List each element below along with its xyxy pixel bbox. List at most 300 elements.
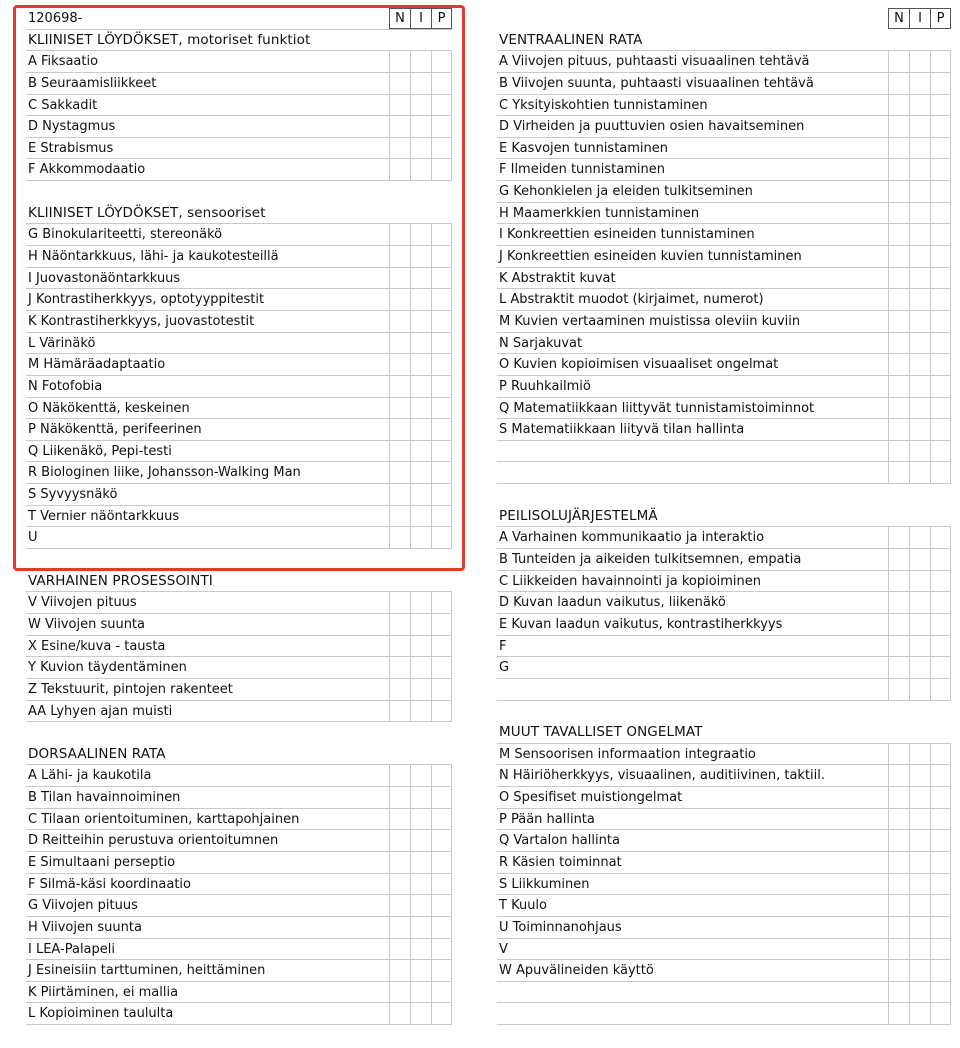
checkbox-cell-i[interactable] xyxy=(410,51,431,72)
checkbox-cell-p[interactable] xyxy=(930,138,951,159)
checkbox-cell-n[interactable] xyxy=(389,809,410,830)
checkbox-cell-i[interactable] xyxy=(410,852,431,873)
checkbox-cell-i[interactable] xyxy=(410,333,431,354)
checkbox-cell-n[interactable] xyxy=(888,289,909,310)
checkbox-cell-p[interactable] xyxy=(431,462,452,483)
section-title: PEILISOLUJÄRJESTELMÄ xyxy=(499,507,658,524)
checkbox-cell-n[interactable] xyxy=(888,982,909,1003)
checkbox-cell-n[interactable] xyxy=(389,419,410,440)
checkbox-cell-n[interactable] xyxy=(888,679,909,700)
left-column xyxy=(26,8,452,1025)
checkbox-cell-n[interactable] xyxy=(888,852,909,873)
checkbox-cell-n[interactable] xyxy=(389,51,410,72)
checkbox-cell-i[interactable] xyxy=(410,398,431,419)
checkbox-cell-p[interactable] xyxy=(431,679,452,700)
checkbox-cell-n[interactable] xyxy=(888,116,909,137)
checkbox-cell-n[interactable] xyxy=(888,614,909,635)
checkbox-cell-n[interactable] xyxy=(888,398,909,419)
checkbox-cell-n[interactable] xyxy=(888,917,909,938)
checkbox-cell-p[interactable] xyxy=(930,614,951,635)
checkbox-cell-n[interactable] xyxy=(888,419,909,440)
checkbox-cell-i[interactable] xyxy=(410,917,431,938)
checklist-row xyxy=(497,419,951,441)
checkbox-cell-i[interactable] xyxy=(909,51,930,72)
checkbox-cell-p[interactable] xyxy=(930,765,951,786)
checkbox-cell-n[interactable] xyxy=(888,744,909,765)
checklist-row xyxy=(26,311,452,333)
checkbox-cell-n[interactable] xyxy=(389,874,410,895)
checkbox-cell-p[interactable] xyxy=(431,419,452,440)
row-label: P Näkökenttä, perifeerinen xyxy=(28,422,202,438)
checkbox-cell-i[interactable] xyxy=(909,895,930,916)
checkbox-cell-n[interactable] xyxy=(888,960,909,981)
checkbox-cell-n[interactable] xyxy=(888,830,909,851)
checkbox-cell-p[interactable] xyxy=(930,376,951,397)
checklist-row xyxy=(26,830,452,852)
checkbox-cell-p[interactable] xyxy=(431,787,452,808)
checkbox-cell-p[interactable] xyxy=(431,765,452,786)
row-label: L Abstraktit muodot (kirjaimet, numerot) xyxy=(499,292,764,308)
checkbox-cell-n[interactable] xyxy=(888,159,909,180)
checkbox-cell-p[interactable] xyxy=(930,960,951,981)
checkbox-cell-n[interactable] xyxy=(888,765,909,786)
checkbox-cell-p[interactable] xyxy=(930,95,951,116)
checkbox-cell-n[interactable] xyxy=(389,765,410,786)
checkbox-cell-n[interactable] xyxy=(888,246,909,267)
checkbox-cell-n[interactable] xyxy=(888,657,909,678)
checkbox-cell-i[interactable] xyxy=(909,289,930,310)
checkbox-cell-n[interactable] xyxy=(389,159,410,180)
checkbox-cell-i[interactable] xyxy=(909,636,930,657)
checkbox-cell-n[interactable] xyxy=(389,376,410,397)
row-label: E Strabismus xyxy=(28,140,114,156)
checkbox-cell-p[interactable] xyxy=(930,116,951,137)
checkbox-cell-n[interactable] xyxy=(389,224,410,245)
row-label: C Tilaan orientoituminen, karttapohjainen xyxy=(28,811,300,827)
row-label: D Virheiden ja puuttuvien osien havaitseminen xyxy=(499,119,805,135)
checklist-row xyxy=(497,181,951,203)
checkbox-cell-p[interactable] xyxy=(930,830,951,851)
checkbox-cell-i[interactable] xyxy=(909,527,930,548)
right-checklist xyxy=(497,30,951,1025)
checklist-row xyxy=(26,95,452,117)
checkbox-cell-n[interactable] xyxy=(389,701,410,722)
checkbox-cell-i[interactable] xyxy=(909,311,930,332)
row-label: E Simultaani perseptio xyxy=(28,854,176,870)
checkbox-cell-i[interactable] xyxy=(909,939,930,960)
checkbox-cell-n[interactable] xyxy=(389,657,410,678)
checkbox-cell-i[interactable] xyxy=(909,462,930,483)
checklist-row xyxy=(497,636,951,658)
checklist-row xyxy=(497,592,951,614)
checklist-row xyxy=(26,224,452,246)
checkbox-cell-n[interactable] xyxy=(389,592,410,613)
checkbox-cell-p[interactable] xyxy=(930,852,951,873)
checkbox-cell-n[interactable] xyxy=(389,354,410,375)
checkbox-cell-i[interactable] xyxy=(410,592,431,613)
checkbox-cell-p[interactable] xyxy=(930,398,951,419)
checkbox-cell-p[interactable] xyxy=(930,441,951,462)
checkbox-cell-p[interactable] xyxy=(431,441,452,462)
checkbox-cell-p[interactable] xyxy=(930,159,951,180)
checkbox-cell-n[interactable] xyxy=(389,268,410,289)
checkbox-cell-n[interactable] xyxy=(389,441,410,462)
checklist-row xyxy=(26,376,452,398)
section-heading xyxy=(26,744,452,766)
row-label: G Viivojen pituus xyxy=(28,898,138,914)
checkbox-cell-i[interactable] xyxy=(410,506,431,527)
checkbox-cell-i[interactable] xyxy=(410,701,431,722)
checkbox-cell-i[interactable] xyxy=(909,1003,930,1024)
checkbox-cell-i[interactable] xyxy=(909,614,930,635)
checkbox-cell-i[interactable] xyxy=(909,809,930,830)
checkbox-cell-p[interactable] xyxy=(930,311,951,332)
checkbox-cell-p[interactable] xyxy=(431,376,452,397)
checkbox-cell-i[interactable] xyxy=(410,874,431,895)
checkbox-cell-i[interactable] xyxy=(909,138,930,159)
checkbox-cell-p[interactable] xyxy=(431,333,452,354)
checkbox-cell-i[interactable] xyxy=(410,354,431,375)
checkbox-cell-n[interactable] xyxy=(389,636,410,657)
checkbox-cell-i[interactable] xyxy=(410,138,431,159)
checkbox-cell-p[interactable] xyxy=(930,354,951,375)
checkbox-cell-p[interactable] xyxy=(431,95,452,116)
checkbox-cell-n[interactable] xyxy=(888,333,909,354)
checkbox-cell-p[interactable] xyxy=(431,268,452,289)
checkbox-cell-n[interactable] xyxy=(389,895,410,916)
checkbox-cell-i[interactable] xyxy=(909,549,930,570)
checkbox-cell-p[interactable] xyxy=(930,809,951,830)
checkbox-cell-n[interactable] xyxy=(389,982,410,1003)
checkbox-cell-p[interactable] xyxy=(431,159,452,180)
checkbox-cell-i[interactable] xyxy=(909,982,930,1003)
checklist-row xyxy=(26,159,452,181)
row-label: C Liikkeiden havainnointi ja kopioiminen xyxy=(499,573,762,589)
checklist-row xyxy=(26,138,452,160)
checkbox-cell-n[interactable] xyxy=(888,311,909,332)
checkbox-cell-p[interactable] xyxy=(930,679,951,700)
checkbox-cell-n[interactable] xyxy=(389,95,410,116)
checkbox-cell-i[interactable] xyxy=(909,95,930,116)
checkbox-cell-n[interactable] xyxy=(389,527,410,548)
checkbox-cell-n[interactable] xyxy=(888,592,909,613)
checkbox-cell-p[interactable] xyxy=(930,73,951,94)
checkbox-cell-i[interactable] xyxy=(909,73,930,94)
checkbox-cell-i[interactable] xyxy=(909,246,930,267)
checkbox-cell-n[interactable] xyxy=(888,787,909,808)
row-label: U Toiminnanohjaus xyxy=(499,919,622,935)
checkbox-cell-n[interactable] xyxy=(389,787,410,808)
checkbox-cell-n[interactable] xyxy=(389,333,410,354)
checkbox-cell-n[interactable] xyxy=(389,73,410,94)
checkbox-cell-n[interactable] xyxy=(389,1003,410,1024)
checkbox-cell-p[interactable] xyxy=(431,73,452,94)
checkbox-cell-n[interactable] xyxy=(389,917,410,938)
checkbox-cell-i[interactable] xyxy=(909,571,930,592)
checkbox-cell-i[interactable] xyxy=(909,960,930,981)
checkbox-cell-n[interactable] xyxy=(888,441,909,462)
checkbox-cell-n[interactable] xyxy=(888,527,909,548)
row-label: I Juovastonäöntarkkuus xyxy=(28,270,181,286)
checklist-row xyxy=(497,289,951,311)
checkbox-cell-i[interactable] xyxy=(909,203,930,224)
row-label: A Varhainen kommunikaatio ja interaktio xyxy=(499,530,765,546)
checkbox-cell-i[interactable] xyxy=(909,441,930,462)
checkbox-cell-p[interactable] xyxy=(930,744,951,765)
checkbox-cell-i[interactable] xyxy=(909,354,930,375)
checkbox-cell-p[interactable] xyxy=(930,419,951,440)
checklist-row xyxy=(26,679,452,701)
checkbox-cell-n[interactable] xyxy=(888,809,909,830)
checkbox-cell-i[interactable] xyxy=(410,462,431,483)
checkbox-cell-i[interactable] xyxy=(410,636,431,657)
checkbox-cell-p[interactable] xyxy=(930,982,951,1003)
checklist-row xyxy=(497,787,951,809)
checkbox-cell-p[interactable] xyxy=(930,203,951,224)
checkbox-cell-n[interactable] xyxy=(389,506,410,527)
checkbox-cell-i[interactable] xyxy=(410,895,431,916)
checkbox-cell-n[interactable] xyxy=(888,181,909,202)
checkbox-cell-i[interactable] xyxy=(410,830,431,851)
checkbox-cell-i[interactable] xyxy=(410,159,431,180)
checkbox-cell-i[interactable] xyxy=(410,441,431,462)
checklist-row xyxy=(497,138,951,160)
checkbox-cell-p[interactable] xyxy=(930,939,951,960)
checkbox-cell-p[interactable] xyxy=(431,354,452,375)
checkbox-cell-i[interactable] xyxy=(909,376,930,397)
checkbox-cell-n[interactable] xyxy=(888,895,909,916)
checkbox-cell-p[interactable] xyxy=(930,224,951,245)
checkbox-cell-n[interactable] xyxy=(888,268,909,289)
column-header-p: P xyxy=(930,8,951,29)
checkbox-cell-n[interactable] xyxy=(389,939,410,960)
checkbox-cell-i[interactable] xyxy=(909,917,930,938)
checkbox-cell-p[interactable] xyxy=(431,636,452,657)
checkbox-cell-i[interactable] xyxy=(410,527,431,548)
checkbox-cell-n[interactable] xyxy=(389,484,410,505)
checkbox-cell-i[interactable] xyxy=(909,116,930,137)
checkbox-cell-n[interactable] xyxy=(389,679,410,700)
checkbox-cell-n[interactable] xyxy=(389,960,410,981)
checkbox-cell-p[interactable] xyxy=(431,592,452,613)
checkbox-cell-i[interactable] xyxy=(909,679,930,700)
section-spacer xyxy=(26,181,452,203)
checkbox-cell-i[interactable] xyxy=(909,419,930,440)
checkbox-cell-p[interactable] xyxy=(431,939,452,960)
checkbox-cell-n[interactable] xyxy=(389,398,410,419)
checkbox-cell-i[interactable] xyxy=(909,398,930,419)
checkbox-cell-p[interactable] xyxy=(930,462,951,483)
checkbox-cell-p[interactable] xyxy=(930,657,951,678)
checkbox-cell-p[interactable] xyxy=(431,289,452,310)
checkbox-cell-i[interactable] xyxy=(909,830,930,851)
checkbox-cell-n[interactable] xyxy=(389,246,410,267)
checkbox-cell-p[interactable] xyxy=(930,592,951,613)
checkbox-cell-i[interactable] xyxy=(410,95,431,116)
checkbox-cell-i[interactable] xyxy=(909,181,930,202)
checkbox-cell-n[interactable] xyxy=(888,51,909,72)
checkbox-cell-p[interactable] xyxy=(930,181,951,202)
checklist-row xyxy=(497,73,951,95)
row-label: K Abstraktit kuvat xyxy=(499,270,616,286)
row-label: L Kopioiminen taululta xyxy=(28,1006,174,1022)
checkbox-cell-i[interactable] xyxy=(909,592,930,613)
checkbox-cell-i[interactable] xyxy=(909,787,930,808)
checkbox-cell-n[interactable] xyxy=(389,852,410,873)
checkbox-cell-p[interactable] xyxy=(431,830,452,851)
checkbox-cell-i[interactable] xyxy=(410,73,431,94)
checkbox-cell-i[interactable] xyxy=(410,787,431,808)
checkbox-cell-p[interactable] xyxy=(431,701,452,722)
checkbox-cell-p[interactable] xyxy=(431,484,452,505)
checkbox-cell-i[interactable] xyxy=(410,960,431,981)
checkbox-cell-i[interactable] xyxy=(410,484,431,505)
checkbox-cell-n[interactable] xyxy=(888,549,909,570)
checkbox-cell-n[interactable] xyxy=(888,354,909,375)
checkbox-cell-p[interactable] xyxy=(930,917,951,938)
checklist-row xyxy=(26,398,452,420)
checkbox-cell-p[interactable] xyxy=(930,289,951,310)
checkbox-cell-p[interactable] xyxy=(930,571,951,592)
checkbox-cell-p[interactable] xyxy=(431,657,452,678)
checkbox-cell-n[interactable] xyxy=(888,376,909,397)
checkbox-cell-n[interactable] xyxy=(888,95,909,116)
checkbox-cell-p[interactable] xyxy=(431,116,452,137)
checkbox-cell-p[interactable] xyxy=(930,549,951,570)
checkbox-cell-p[interactable] xyxy=(431,51,452,72)
checkbox-cell-i[interactable] xyxy=(410,224,431,245)
checkbox-cell-i[interactable] xyxy=(410,246,431,267)
checkbox-cell-p[interactable] xyxy=(431,1003,452,1024)
checkbox-cell-n[interactable] xyxy=(389,116,410,137)
checkbox-cell-n[interactable] xyxy=(389,138,410,159)
checkbox-cell-n[interactable] xyxy=(888,636,909,657)
checkbox-cell-n[interactable] xyxy=(888,224,909,245)
checklist-row xyxy=(26,1003,452,1025)
checkbox-cell-i[interactable] xyxy=(410,268,431,289)
checklist-row xyxy=(497,95,951,117)
checkbox-cell-n[interactable] xyxy=(888,138,909,159)
checkbox-cell-p[interactable] xyxy=(431,506,452,527)
checkbox-cell-p[interactable] xyxy=(431,960,452,981)
checkbox-cell-i[interactable] xyxy=(909,874,930,895)
checkbox-cell-n[interactable] xyxy=(888,1003,909,1024)
checkbox-cell-i[interactable] xyxy=(410,657,431,678)
row-label: J Kontrastiherkkyys, optotyyppitestit xyxy=(28,292,265,308)
checkbox-cell-i[interactable] xyxy=(410,809,431,830)
checkbox-cell-p[interactable] xyxy=(431,614,452,635)
checkbox-cell-p[interactable] xyxy=(930,874,951,895)
checkbox-cell-i[interactable] xyxy=(909,657,930,678)
row-label: E Kasvojen tunnistaminen xyxy=(499,140,669,156)
checklist-row xyxy=(497,51,951,73)
row-label: W Apuvälineiden käyttö xyxy=(499,963,654,979)
checkbox-cell-p[interactable] xyxy=(930,268,951,289)
checkbox-cell-n[interactable] xyxy=(888,73,909,94)
checkbox-cell-p[interactable] xyxy=(431,809,452,830)
checkbox-cell-i[interactable] xyxy=(410,311,431,332)
checklist-row xyxy=(26,895,452,917)
checkbox-cell-p[interactable] xyxy=(930,246,951,267)
checkbox-cell-i[interactable] xyxy=(909,159,930,180)
checkbox-cell-i[interactable] xyxy=(410,614,431,635)
row-label: F Akkommodaatio xyxy=(28,162,146,178)
checklist-row xyxy=(497,744,951,766)
checkbox-cell-i[interactable] xyxy=(909,333,930,354)
checklist-row xyxy=(497,159,951,181)
checkbox-cell-p[interactable] xyxy=(431,917,452,938)
checkbox-cell-n[interactable] xyxy=(888,939,909,960)
checkbox-cell-i[interactable] xyxy=(410,419,431,440)
row-label: M Sensoorisen informaation integraatio xyxy=(499,746,756,762)
checklist-row xyxy=(26,73,452,95)
row-label: K Kontrastiherkkyys, juovastotestit xyxy=(28,313,255,329)
checkbox-cell-p[interactable] xyxy=(930,527,951,548)
row-label xyxy=(497,1003,888,1024)
checkbox-cell-i[interactable] xyxy=(909,765,930,786)
checkbox-cell-n[interactable] xyxy=(389,289,410,310)
checkbox-cell-p[interactable] xyxy=(431,982,452,1003)
checkbox-cell-n[interactable] xyxy=(389,311,410,332)
checkbox-cell-p[interactable] xyxy=(431,311,452,332)
section-heading xyxy=(497,722,951,744)
row-label: B Tunteiden ja aikeiden tulkitsemnen, empatia xyxy=(499,552,802,568)
checkbox-cell-i[interactable] xyxy=(909,268,930,289)
checkbox-cell-i[interactable] xyxy=(909,744,930,765)
checkbox-cell-n[interactable] xyxy=(389,830,410,851)
checkbox-cell-n[interactable] xyxy=(389,614,410,635)
checkbox-cell-p[interactable] xyxy=(431,852,452,873)
checkbox-cell-i[interactable] xyxy=(410,1003,431,1024)
checkbox-cell-p[interactable] xyxy=(930,787,951,808)
checklist-row xyxy=(26,982,452,1004)
section-heading xyxy=(26,203,452,225)
checklist-row xyxy=(26,852,452,874)
checkbox-cell-i[interactable] xyxy=(410,982,431,1003)
checkbox-cell-n[interactable] xyxy=(389,462,410,483)
checkbox-cell-p[interactable] xyxy=(431,246,452,267)
checkbox-cell-p[interactable] xyxy=(930,636,951,657)
checkbox-cell-n[interactable] xyxy=(888,571,909,592)
checkbox-cell-i[interactable] xyxy=(410,679,431,700)
checkbox-cell-i[interactable] xyxy=(909,852,930,873)
checkbox-cell-p[interactable] xyxy=(431,398,452,419)
checkbox-cell-i[interactable] xyxy=(410,376,431,397)
checkbox-cell-n[interactable] xyxy=(888,874,909,895)
checkbox-cell-i[interactable] xyxy=(909,224,930,245)
checkbox-cell-p[interactable] xyxy=(431,874,452,895)
checklist-row xyxy=(26,960,452,982)
checkbox-cell-p[interactable] xyxy=(930,1003,951,1024)
checkbox-cell-p[interactable] xyxy=(431,224,452,245)
checkbox-cell-p[interactable] xyxy=(431,527,452,548)
checkbox-cell-p[interactable] xyxy=(930,333,951,354)
checklist-row xyxy=(26,441,452,463)
checkbox-cell-n[interactable] xyxy=(888,203,909,224)
checklist-row xyxy=(497,527,951,549)
checkbox-cell-i[interactable] xyxy=(410,289,431,310)
checkbox-cell-i[interactable] xyxy=(410,939,431,960)
checkbox-cell-p[interactable] xyxy=(930,895,951,916)
checkbox-cell-i[interactable] xyxy=(410,116,431,137)
checkbox-cell-p[interactable] xyxy=(431,895,452,916)
checkbox-cell-n[interactable] xyxy=(888,462,909,483)
checkbox-cell-p[interactable] xyxy=(930,51,951,72)
row-label: N Sarjakuvat xyxy=(499,335,583,351)
section-spacer xyxy=(26,549,452,571)
checkbox-cell-i[interactable] xyxy=(410,765,431,786)
checkbox-cell-p[interactable] xyxy=(431,138,452,159)
